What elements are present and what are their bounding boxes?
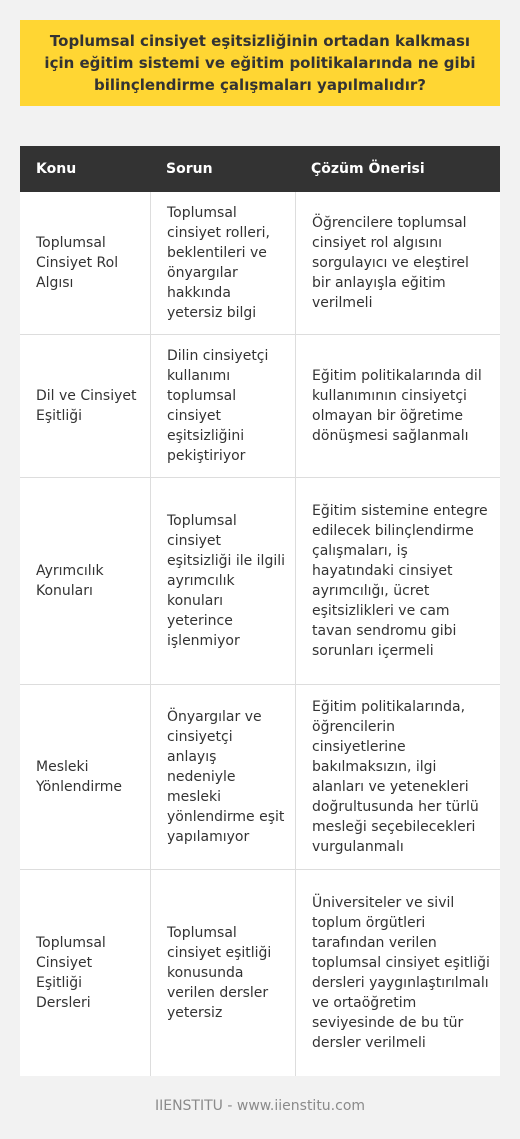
cell-cozum: Eğitim sistemine entegre edilecek bilinçlendirme çalışmaları, iş hayatındaki cinsiyet ayrımcılığı, ücret eşitsizlikleri ve cam tavan sendromu gibi sorunları içermeli	[295, 478, 500, 684]
cell-sorun: Önyargılar ve cinsiyetçi anlayış nedeniyle mesleki yönlendirme eşit yapılamıyor	[150, 685, 295, 869]
header-cozum: Çözüm Önerisi	[311, 161, 425, 177]
cell-cozum: Eğitim politikalarında, öğrencilerin cinsiyetlerine bakılmaksızın, ilgi alanları ve yetenekleri doğrultusunda her türlü mesleği seçebilecekleri vurgulanmalı	[295, 685, 500, 869]
header-sorun: Sorun	[166, 161, 213, 177]
cell-sorun: Toplumsal cinsiyet eşitliği konusunda verilen dersler yetersiz	[150, 870, 295, 1076]
table-row	[20, 685, 500, 870]
cell-konu: Toplumsal Cinsiyet Rol Algısı	[36, 235, 119, 291]
cell-konu: Toplumsal Cinsiyet Eşitliği Dersleri	[36, 935, 106, 1011]
question-text: Toplumsal cinsiyet eşitsizliğinin ortadan kalkması için eğitim sistemi ve eğitim politikalarında ne gibi bilinçlendirme çalışmaları yapılmalıdır?	[44, 32, 476, 94]
cell-konu: Dil ve Cinsiyet Eşitliği	[36, 388, 137, 424]
cell-konu: Mesleki Yönlendirme	[36, 759, 123, 795]
solutions-table	[20, 146, 500, 1076]
question-banner	[20, 20, 500, 106]
table-row	[20, 335, 500, 478]
header-konu: Konu	[36, 161, 77, 177]
table-header	[20, 146, 500, 192]
table-row	[20, 192, 500, 335]
cell-cozum: Üniversiteler ve sivil toplum örgütleri tarafından verilen toplumsal cinsiyet eşitliği dersleri yaygınlaştırılmalı ve ortaöğretim seviyesinde de bu tür dersler verilmeli	[295, 870, 500, 1076]
table-row	[20, 870, 500, 1076]
table-row	[20, 478, 500, 685]
cell-cozum: Eğitim politikalarında dil kullanımının cinsiyetçi olmayan bir öğretime dönüşmesi sağlanmalı	[295, 335, 500, 477]
footer-credit: IIENSTITU - www.iienstitu.com	[154, 1098, 366, 1114]
cell-sorun: Dilin cinsiyetçi kullanımı toplumsal cinsiyet eşitsizliğini pekiştiriyor	[150, 335, 295, 477]
cell-sorun: Toplumsal cinsiyet eşitsizliği ile ilgili ayrımcılık konuları yeterince işlenmiyor	[150, 478, 295, 684]
cell-cozum: Öğrencilere toplumsal cinsiyet rol algısını sorgulayıcı ve eleştirel bir anlayışla eğitim verilmeli	[295, 192, 500, 334]
cell-sorun: Toplumsal cinsiyet rolleri, beklentileri ve önyargılar hakkında yetersiz bilgi	[150, 192, 295, 334]
cell-konu: Ayrımcılık Konuları	[36, 563, 104, 599]
